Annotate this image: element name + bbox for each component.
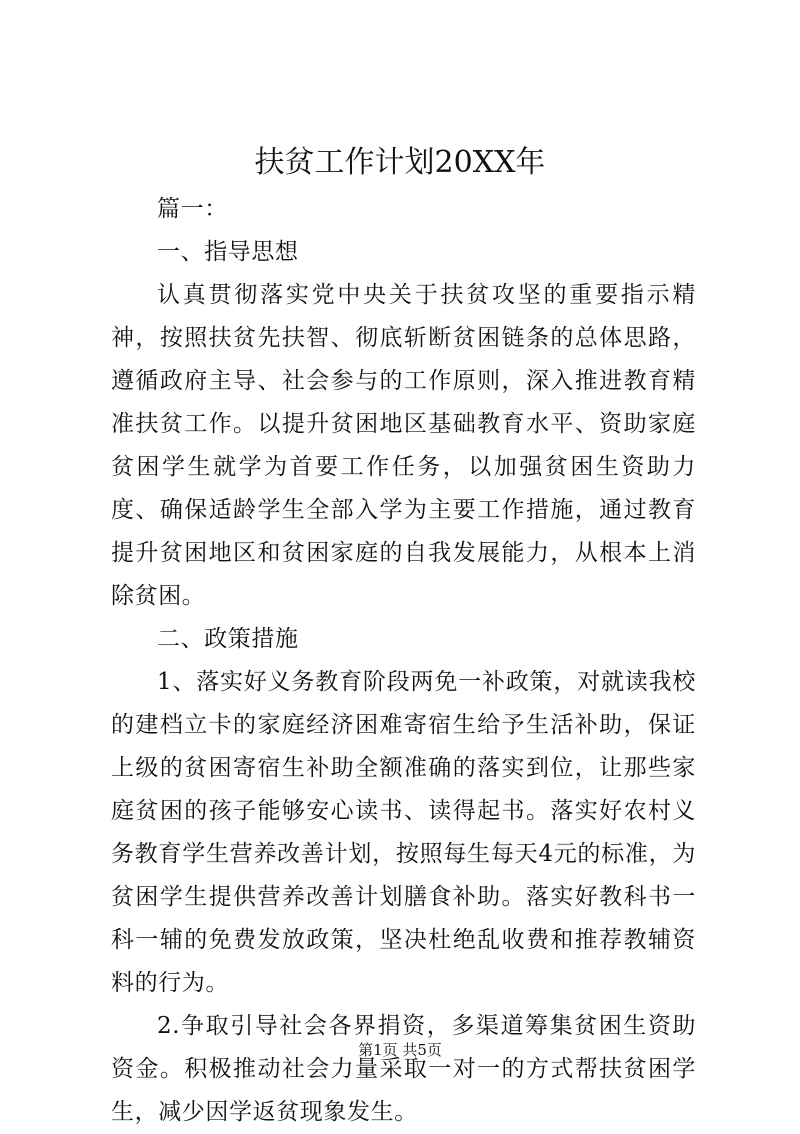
- paragraph-measure-1: 1、落实好义务教育阶段两免一补政策，对就读我校的建档立卡的家庭经济困难寄宿生给予生活补助，保证上级的贫困寄宿生补助全额准确的落实到位，让那些家庭贫困的孩子能够安心读书、读得起书。落实好农村义务教育学生营养改善计划，按照每生每天4元的标准，为贫困学生提供营养改善计划膳食补助。落实好教科书一科一辅的免费发放政策，坚决杜绝乱收费和推荐教辅资料的行为。: [111, 669, 696, 996]
- page-footer: 第1页 共5页: [358, 1041, 442, 1059]
- document-title: 扶贫工作计划20XX年: [254, 145, 546, 180]
- section-label: 篇一：: [157, 196, 228, 222]
- document-body: [111, 188, 696, 1134]
- heading-guiding-ideology: 一、指导思想: [157, 239, 299, 265]
- paragraph-measure-2: 2.争取引导社会各界捐资，多渠道筹集贫困生资助资金。积极推动社会力量采取一对一的方式帮扶贫困学生，减少因学返贫现象发生。: [111, 1013, 696, 1125]
- paragraph-guiding-ideology: 认真贯彻落实党中央关于扶贫攻坚的重要指示精神，按照扶贫先扶智、彻底斩断贫困链条的总体思路，遵循政府主导、社会参与的工作原则，深入推进教育精准扶贫工作。以提升贫困地区基础教育水平、资助家庭贫困学生就学为首要工作任务，以加强贫困生资助力度、确保适龄学生全部入学为主要工作措施，通过教育提升贫困地区和贫困家庭的自我发展能力，从根本上消除贫困。: [111, 282, 696, 609]
- heading-policy-measures: 二、政策措施: [157, 626, 299, 652]
